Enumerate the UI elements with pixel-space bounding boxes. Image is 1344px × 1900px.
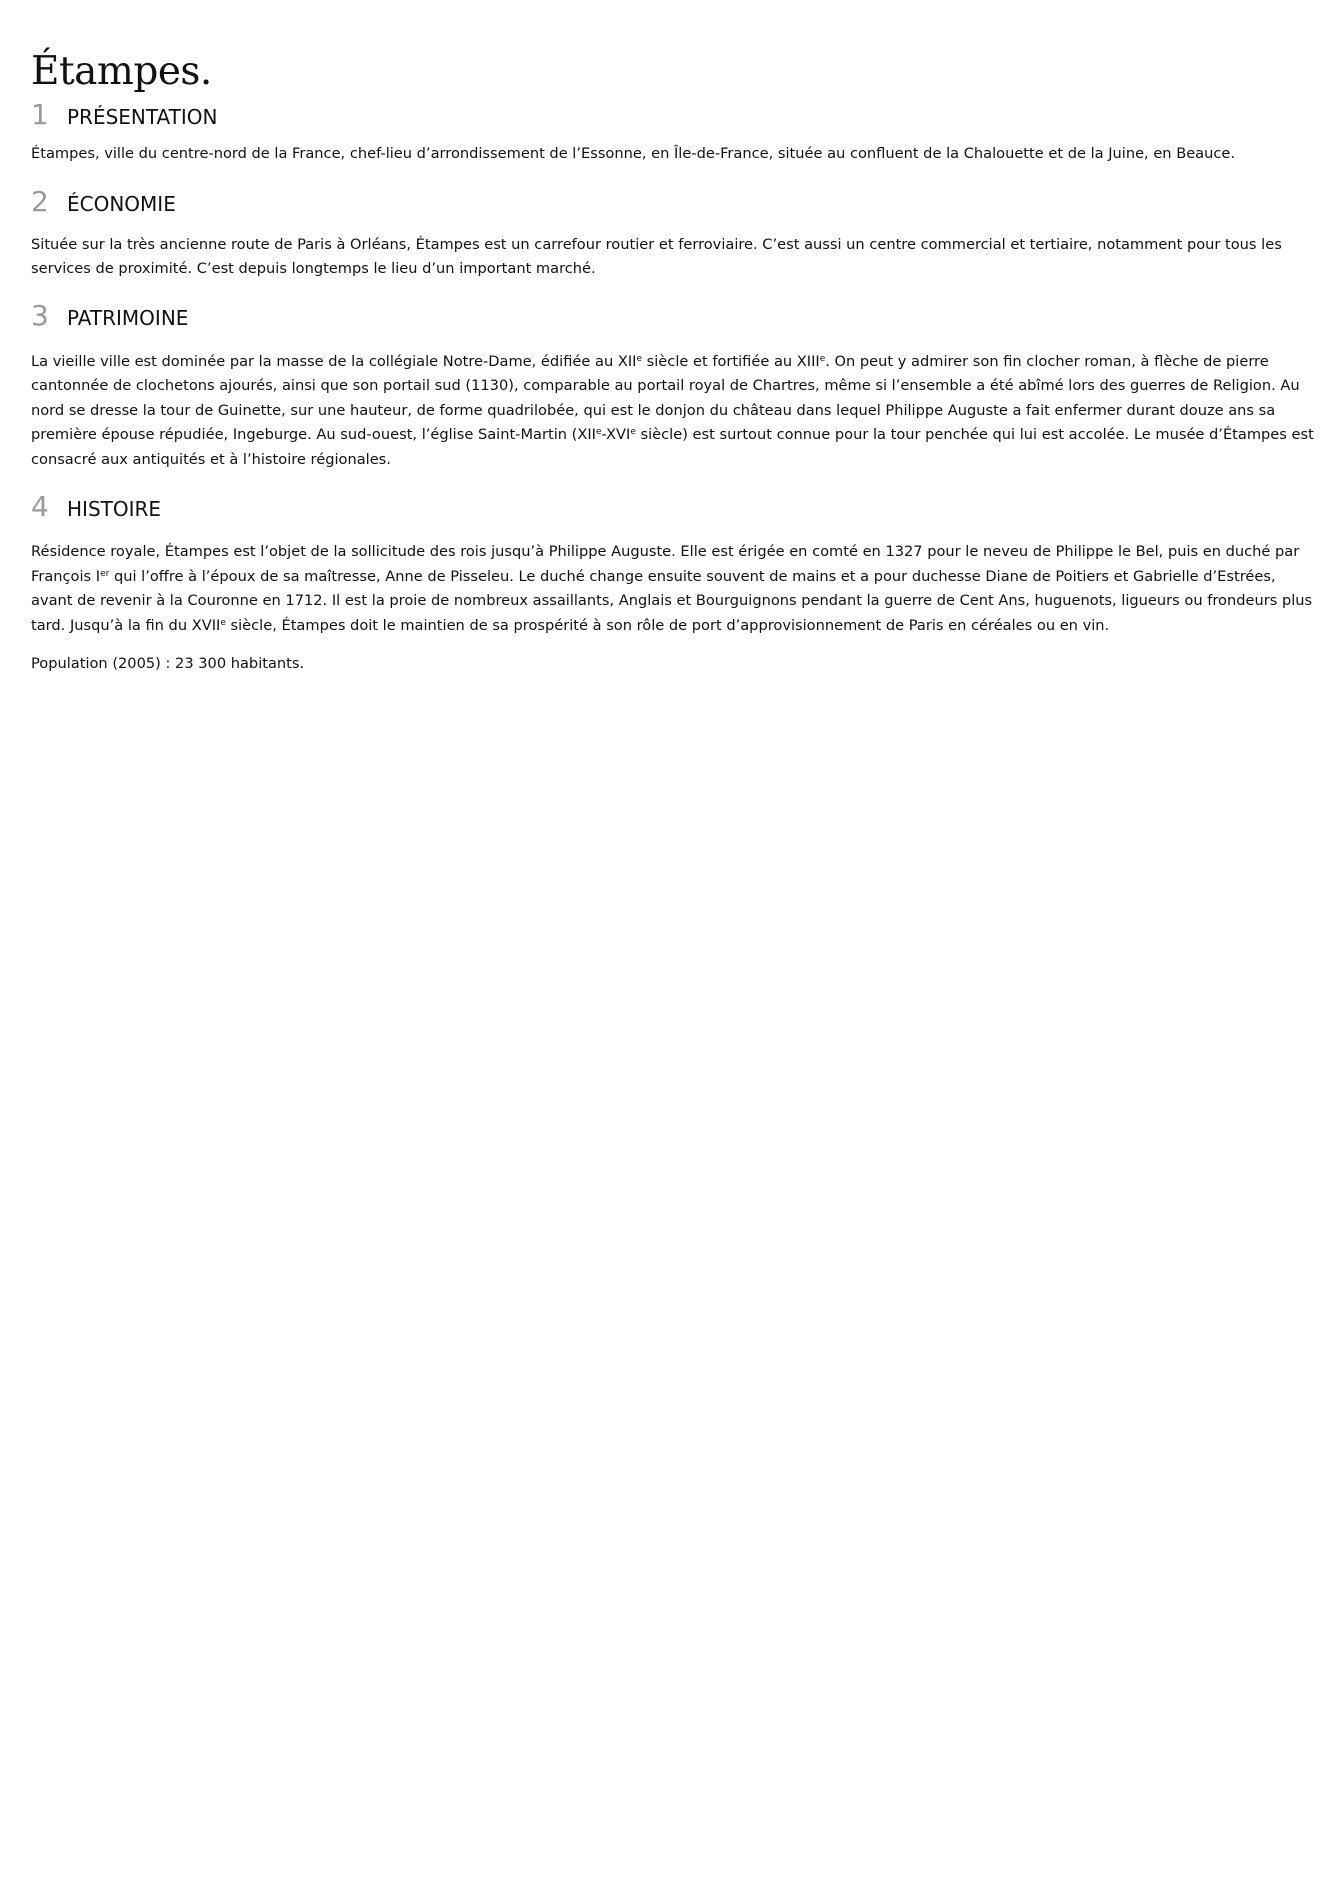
section-title: PRÉSENTATION	[67, 105, 218, 129]
section-title: ÉCONOMIE	[67, 191, 176, 216]
section-number: 1	[31, 98, 49, 131]
section-paragraph-histoire	[31, 540, 1321, 638]
superscript: e	[630, 427, 636, 437]
section-heading-presentation	[31, 98, 1321, 134]
text-run: qui l’offre à l’époux de sa maîtresse, Anne de Pisseleu. Le duché change ensuite souvent de mains et a pour duchesse Diane de Poitiers et Gabrielle d’Estrées, avant de revenir à la Couronne en 1712. Il est la proie de nombreux assaillants, Anglais et Bourguignons pendant la guerre de Cent Ans, huguenots, ligueurs ou frondeurs plus tard. Jusqu’à la fin du XVII	[31, 567, 1313, 634]
page-title: Étampes.	[31, 49, 212, 94]
superscript: e	[819, 353, 826, 364]
text-run: siècle et fortifiée au XIII	[642, 352, 820, 370]
population-line: Population (2005) : 23 300 habitants.	[31, 655, 305, 672]
text-run: Résidence royale, Étampes est l’objet de la sollicitude des rois jusqu’à Philippe Auguste. Elle est érigée en comté en 1327 pour le neveu de Philippe le Bel, puis en duché par François I	[31, 543, 1300, 585]
superscript: e	[636, 353, 643, 364]
document-page	[31, 0, 1321, 677]
section-title: PATRIMOINE	[67, 305, 189, 330]
section-heading-patrimoine	[31, 299, 1321, 335]
text-run: -XVI	[601, 426, 631, 443]
section-heading-economie	[31, 185, 1321, 221]
superscript: e	[220, 617, 226, 628]
section-paragraph-economie: Située sur la très ancienne route de Paris à Orléans, Étampes est un carrefour routier et ferroviaire. C’est aussi un centre commercial et tertiaire, notamment pour tous les services de proximité. C’est depuis longtemps le lieu d’un important marché.	[31, 235, 1282, 277]
section-paragraph-presentation: Étampes, ville du centre-nord de la France, chef-lieu d’arrondissement de l’Essonne, en Île-de-France, située au confluent de la Chalouette et de la Juine, en Beauce.	[31, 145, 1236, 162]
text-run: La vieille ville est dominée par la masse de la collégiale Notre-Dame, édifiée au XII	[31, 352, 637, 370]
section-heading-histoire	[31, 490, 1321, 526]
section-number: 4	[31, 490, 49, 523]
section-number: 3	[31, 298, 49, 332]
section-paragraph-patrimoine	[31, 350, 1321, 473]
text-run: . On peut y admirer son fin clocher roman, à flèche de pierre cantonnée de clochetons ajourés, ainsi que son portail sud (1130), comparable au portail royal de Chartres, même si l’ensemble a été abîmé lors des guerres de Religion. Au nord se dresse la tour de Guinette, sur une hauteur, de forme quadrilobée, qui est le donjon du château dans lequel Philippe Auguste a fait enfermer durant douze ans sa première épouse répudiée, Ingeburge. Au sud-ouest, l’église Saint-Martin (XII	[31, 352, 1300, 443]
text-run: siècle) est surtout connue pour la tour penchée qui lui est accolée. Le musée d’Étampes est consacré aux antiquités et à l’histoire régionales.	[31, 426, 1314, 468]
superscript: er	[100, 568, 110, 579]
text-run: siècle, Étampes doit le maintien de sa prospérité à son rôle de port d’approvisionnement de Paris en céréales ou en vin.	[225, 616, 1110, 634]
section-number: 2	[31, 184, 49, 218]
superscript: e	[595, 427, 602, 437]
section-title: HISTOIRE	[67, 497, 162, 521]
